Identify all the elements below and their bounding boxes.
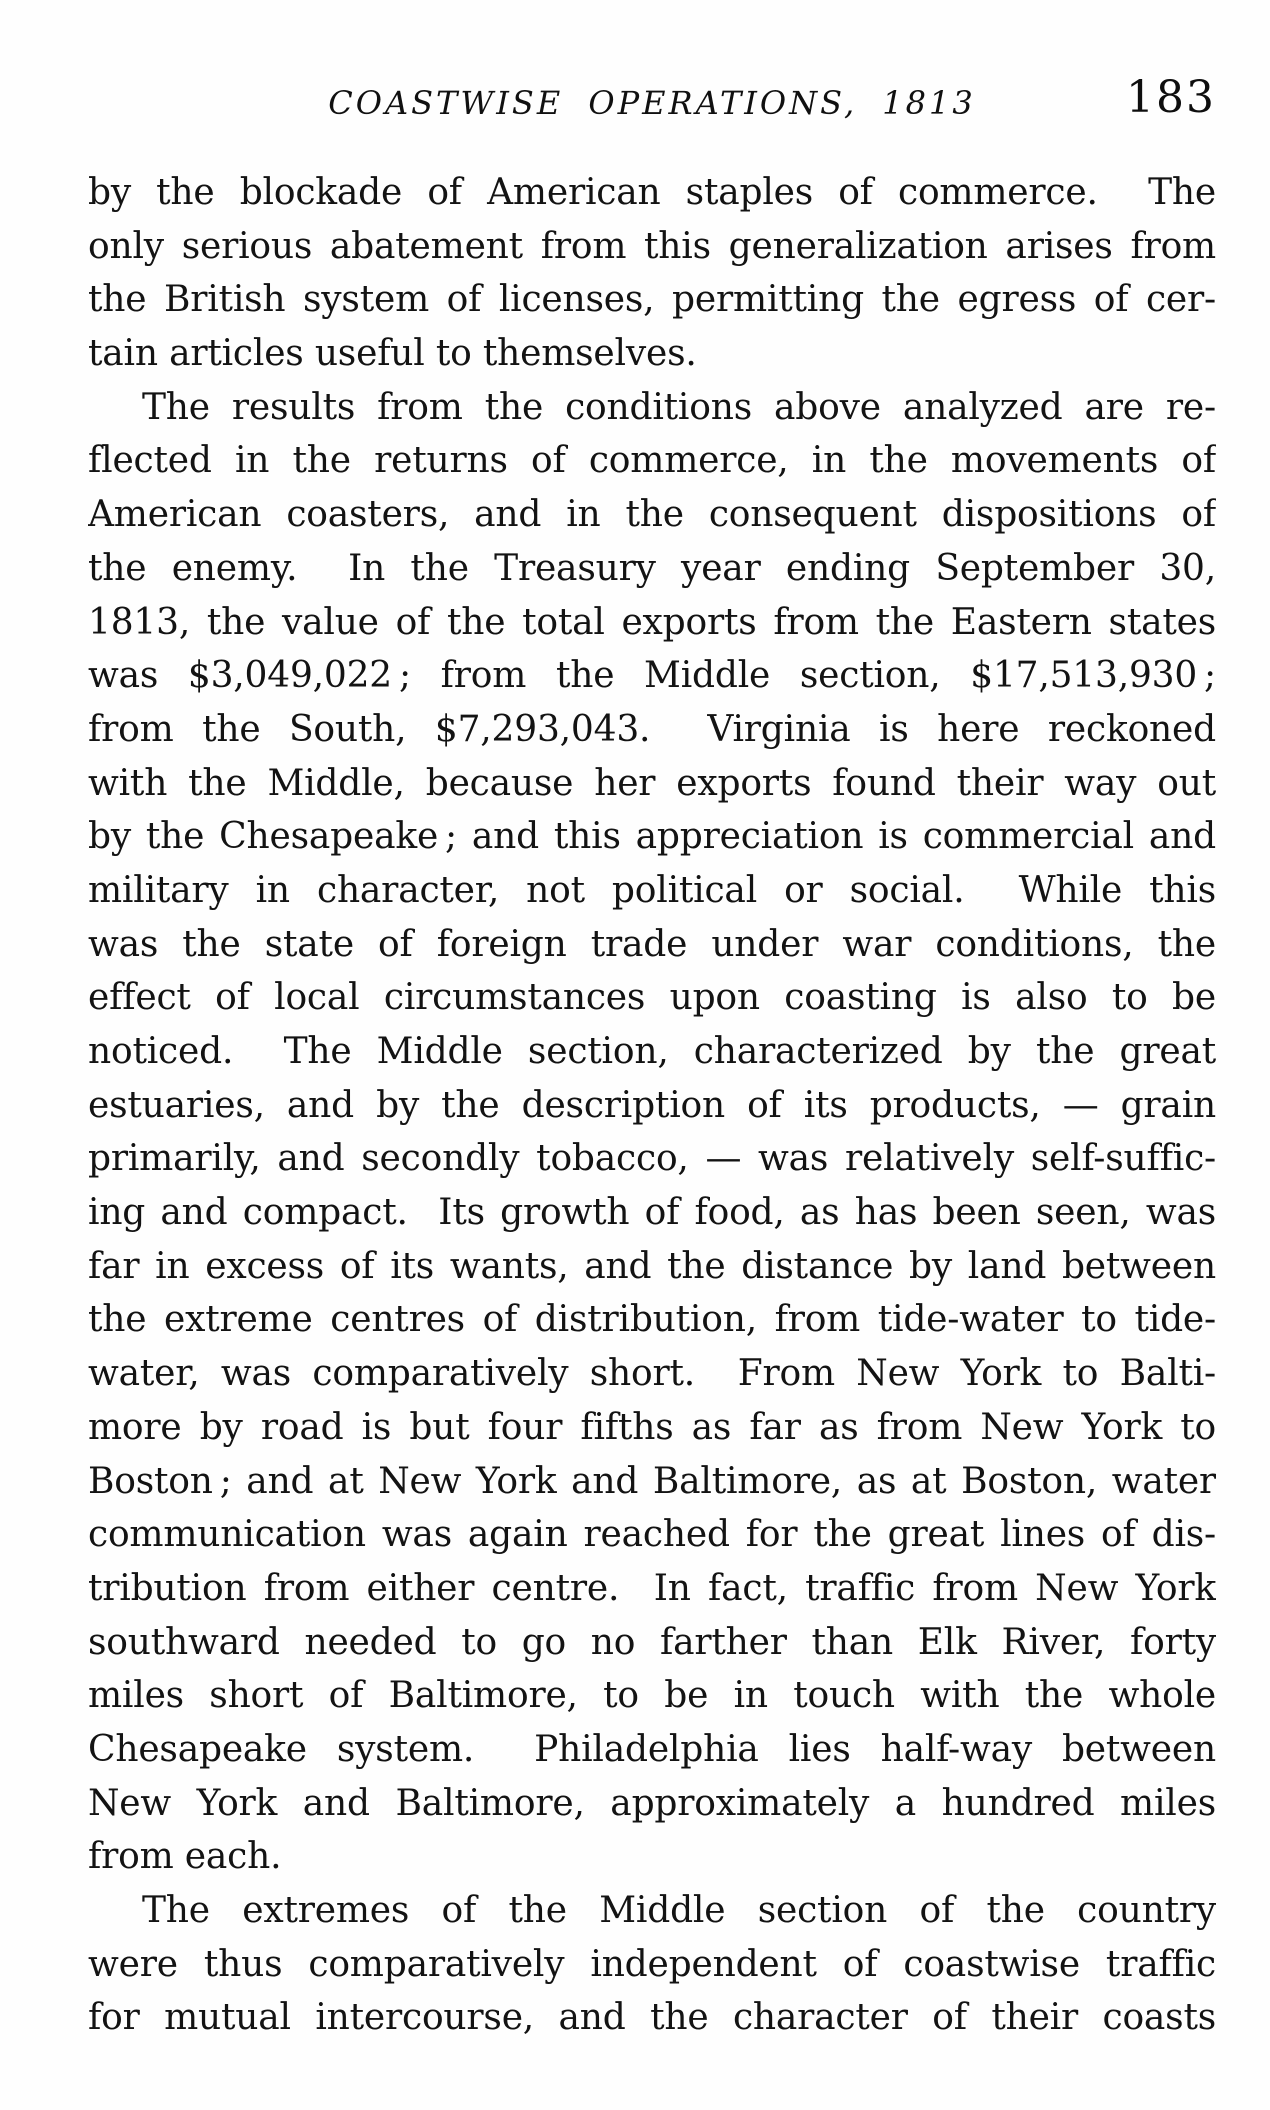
page-number: 183	[1126, 72, 1216, 123]
page-title: COASTWISE OPERATIONS, 1813	[328, 84, 976, 122]
text-line: communication was again reached for the great lines of dis-	[88, 1514, 1216, 1556]
text-line: New York and Baltimore, approximately a hundred miles	[88, 1782, 1216, 1824]
text-line: Chesapeake system. Philadelphia lies half-way between	[88, 1728, 1216, 1770]
running-head	[88, 72, 1216, 124]
text-line: was the state of foreign trade under war conditions, the	[88, 923, 1216, 965]
text-line: military in character, not political or social. While this	[88, 869, 1216, 911]
text-line: with the Middle, because her exports found their way out	[88, 762, 1216, 804]
text-line: the British system of licenses, permitting the egress of cer-	[88, 279, 1216, 321]
text-line: tain articles useful to themselves.	[88, 333, 697, 375]
text-line: ing and compact. Its growth of food, as has been seen, was	[88, 1192, 1216, 1234]
text-line: southward needed to go no farther than Elk River, forty	[88, 1621, 1216, 1663]
text-line: noticed. The Middle section, characterized by the great	[88, 1031, 1216, 1072]
text-line: flected in the returns of commerce, in the movements of	[88, 440, 1216, 482]
text-line: primarily, and secondly tobacco, — was relatively self-suffic-	[88, 1138, 1216, 1180]
text-line: estuaries, and by the description of its products, — grain	[88, 1084, 1216, 1126]
text-line: Boston ; and at New York and Baltimore, as at Boston, water	[88, 1460, 1216, 1502]
text-line: miles short of Baltimore, to be in touch with the whole	[88, 1675, 1216, 1717]
text-line: were thus comparatively independent of coastwise traffic	[88, 1943, 1216, 1985]
text-line: by the blockade of American staples of commerce. The	[88, 172, 1216, 213]
text-line: from each.	[88, 1836, 282, 1878]
text-line: 1813, the value of the total exports from the Eastern states	[88, 601, 1216, 643]
text-line: the extreme centres of distribution, from tide-water to tide-	[88, 1299, 1216, 1341]
text-line: more by road is but four fifths as far as from New York to	[88, 1406, 1216, 1448]
text-line: far in excess of its wants, and the distance by land between	[88, 1245, 1216, 1287]
text-line: The extremes of the Middle section of the country	[142, 1890, 1216, 1931]
page-body	[88, 166, 1216, 2045]
text-line: was $3,049,022 ; from the Middle section, $17,513,930 ;	[88, 655, 1216, 697]
text-line: tribution from either centre. In fact, traffic from New York	[88, 1567, 1216, 1609]
text-line: water, was comparatively short. From New York to Balti-	[88, 1353, 1216, 1395]
text-line: American coasters, and in the consequent dispositions of	[88, 494, 1216, 536]
text-line: The results from the conditions above analyzed are re-	[142, 386, 1216, 428]
text-line: from the South, $7,293,043. Virginia is here reckoned	[88, 708, 1216, 750]
text-line: only serious abatement from this generalization arises from	[88, 225, 1216, 267]
text-line: by the Chesapeake ; and this appreciation is commercial and	[88, 816, 1216, 858]
text-line: the enemy. In the Treasury year ending September 30,	[88, 547, 1216, 589]
text-line: effect of local circumstances upon coasting is also to be	[88, 977, 1216, 1019]
text-line: for mutual intercourse, and the character of their coasts	[88, 1997, 1216, 2039]
